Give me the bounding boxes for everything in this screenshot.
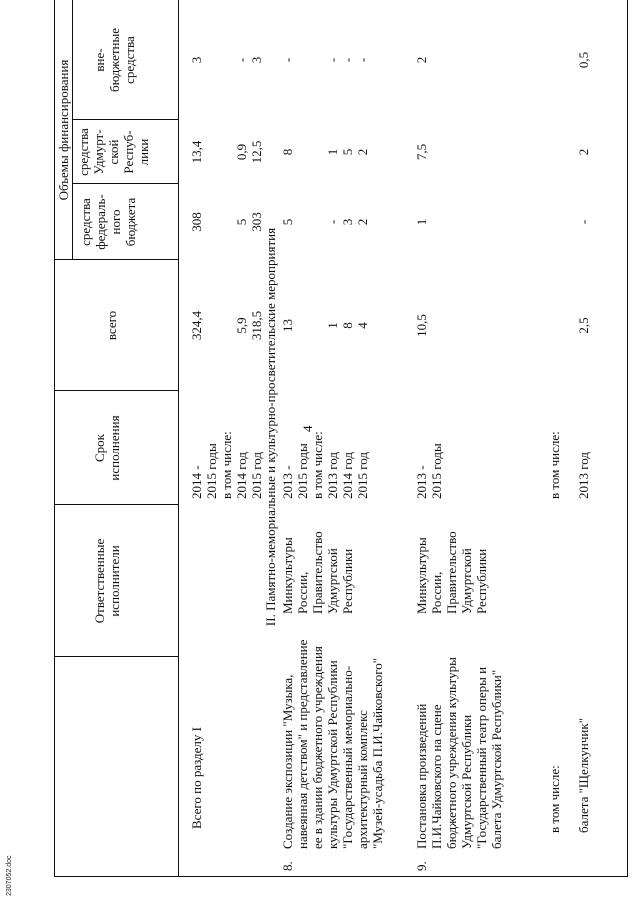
table-header-divider [178,0,179,877]
section-ii-title: II. Памятно-мемориальные и культурно-просветительские мероприятия [263,227,278,627]
row9-ballet-regional: 2 [576,148,591,156]
row8-term: 2013 - 2015 годы в том числе: 2013 год 2014 год 2015 год [280,431,370,499]
financing-table [54,0,627,877]
row8-total: 13 1 8 4 [280,319,370,332]
header-total: всего [104,310,119,341]
header-executors: Ответственные исполнители [92,538,122,624]
header-extra: вне- бюджетные средства [92,28,137,93]
row-total1-regional: 13,4 0,9 12,5 [189,140,264,164]
header-volumes: Объемы финансирования [56,59,71,201]
header-term: Срок исполнения [92,415,122,481]
row9-federal: 1 [414,218,429,226]
row-total1-extra: 3 - 3 [189,56,264,64]
row-total1-term: 2014 - 2015 годы в том числе: 2014 год 2015 год [189,431,264,499]
table-border-bottom [627,0,628,877]
row-total1-total: 324,4 5,9 318,5 [189,310,264,341]
row9-extra: 2 [414,56,429,64]
row9-ballet-term: 2013 год [576,452,591,499]
row-total1-name: Всего по разделу I [189,727,204,829]
row9-sub-term-label: в том числе: [547,431,562,499]
row9-regional: 7,5 [414,143,429,161]
row9-name: Постановка произведений П.И.Чайковского на сцене бюджетного учреждения культуры Удмуртской Республики "Государственный театр оперы и балета Удмуртской Республики" [414,657,504,849]
header-federal: средства федераль- ного бюджета [78,194,138,250]
row9-ballet-federal: - [576,219,591,225]
row8-extra: - - - - [280,57,370,63]
table-col-left [54,876,627,877]
row9-ballet-total: 2,5 [576,317,591,334]
header-regional: средства Удмурт- ской Респуб- лики [76,128,151,176]
volumes-group-divider [72,0,73,260]
table-border-top [54,0,55,877]
row8-regional: 8 1 5 2 [280,148,370,156]
row9-sub-label: в том числе: [547,765,562,833]
row9-ballet-name: балета "Щелкунчик" [576,717,591,833]
page-number: 4 [300,425,315,432]
row8-executors: Минкультуры России, Правительство Удмуртской Республики [280,531,355,614]
row8-number: 8. [280,861,295,871]
row8-federal: 5 - 3 2 [280,218,370,226]
row9-ballet-extra: 0,5 [576,51,591,69]
row9-number: 9. [414,861,429,871]
row9-term: 2013 - 2015 годы [414,443,444,499]
row-total1-federal: 308 5 303 [189,212,264,232]
row9-total: 10,5 [414,314,429,337]
row9-executors: Минкультуры России, Правительство Удмуртской Республики [414,531,489,614]
row8-name: Создание экспозиции "Музыка, навеянная детством" и представление ее в здании бюджетного учреждения культуры Удмуртской Республики "Государственный мемориально- архитектурный комплекс "Музей-усадьба П.И.Чайковского" [280,639,385,849]
footer-filename: 2307052.doc [6,855,13,896]
